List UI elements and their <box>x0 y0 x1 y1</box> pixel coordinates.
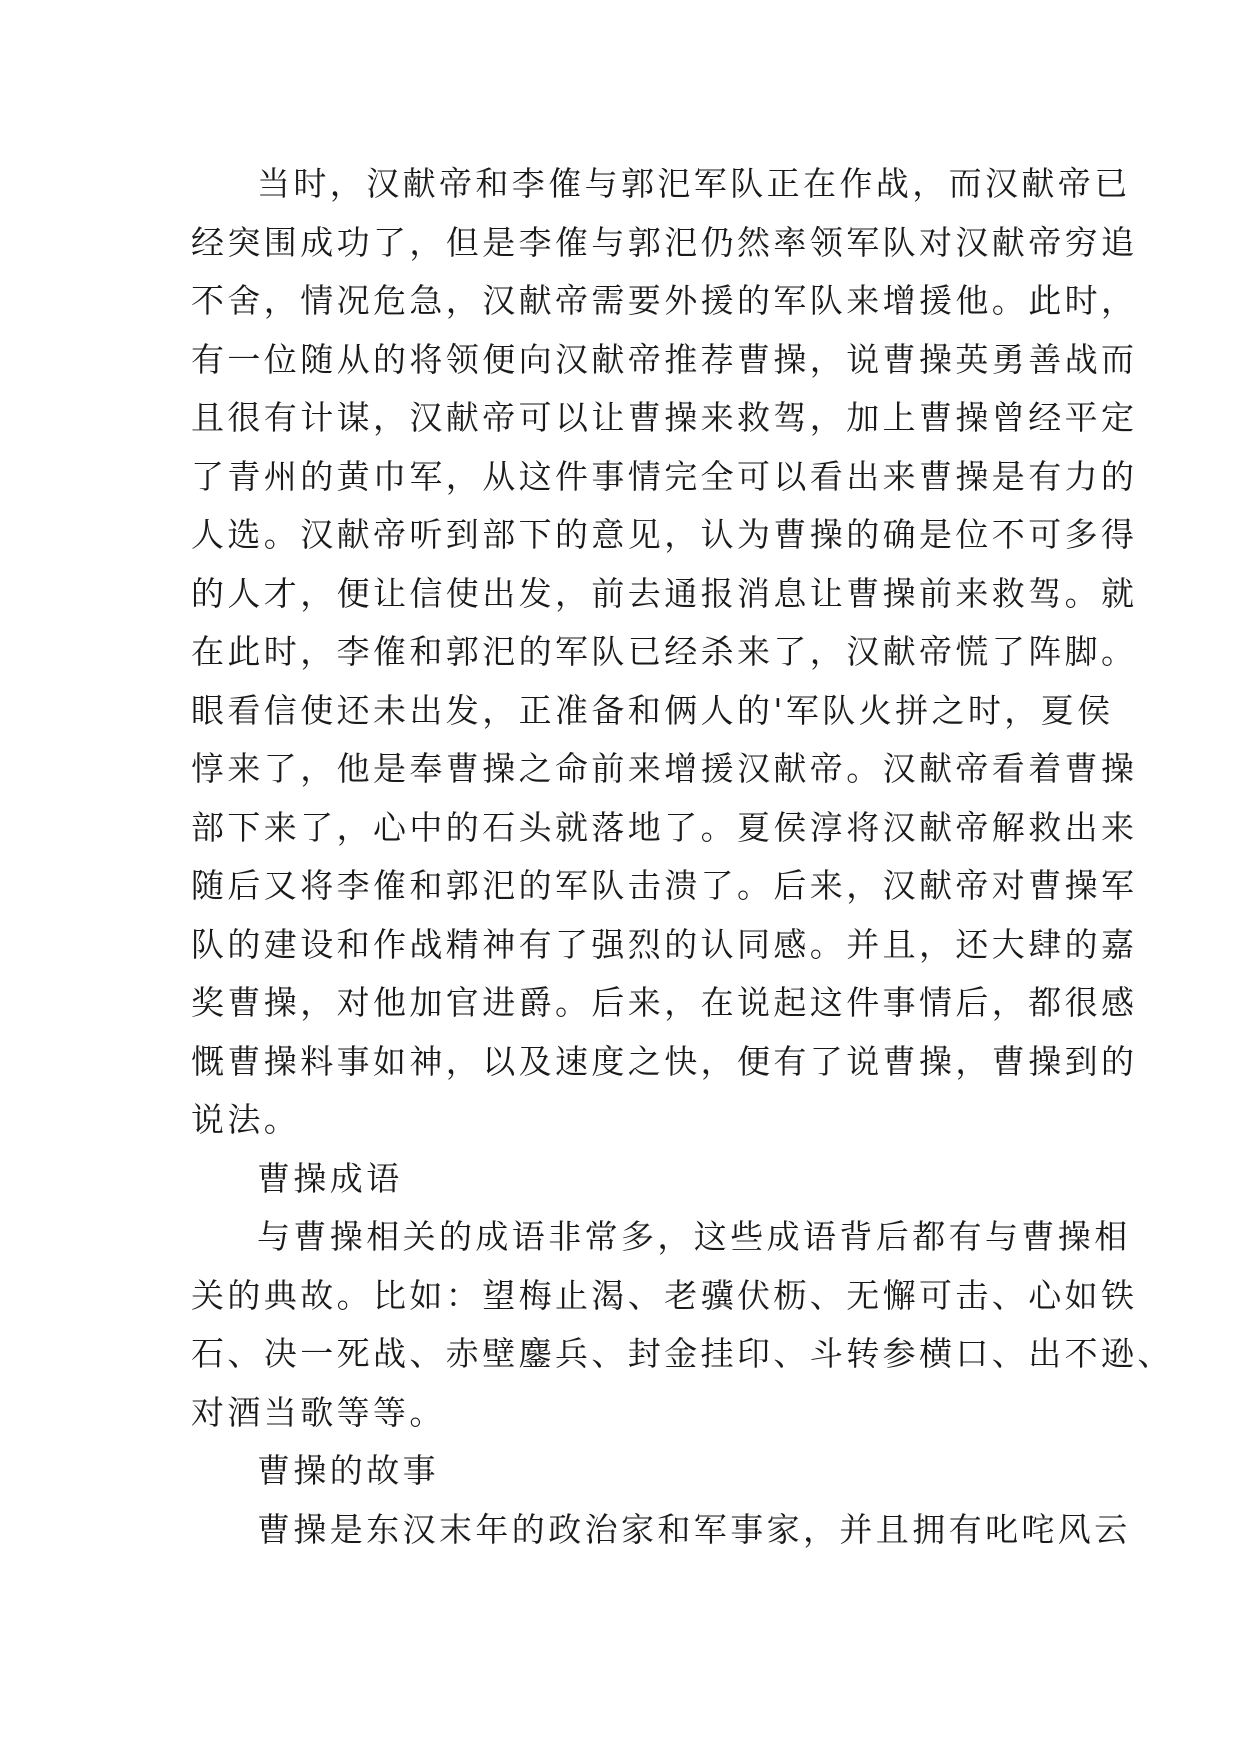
paragraph-line: 随后又将李傕和郭汜的军队击溃了。后来，汉献帝对曹操军 <box>191 866 1138 905</box>
paragraph-line: 且很有计谋，汉献帝可以让曹操来救驾，加上曹操曾经平定 <box>191 398 1138 437</box>
paragraph-line: 的人才，便让信使出发，前去通报消息让曹操前来救驾。就 <box>191 573 1138 613</box>
paragraph-line: 眼看信使还未出发，正准备和俩人的'军队火拼之时，夏侯 <box>191 690 1114 730</box>
paragraph-line: 与曹操相关的成语非常多，这些成语背后都有与曹操相 <box>257 1217 1131 1256</box>
paragraph-line: 当时，汉献帝和李傕与郭汜军队正在作战，而汉献帝已 <box>257 164 1131 203</box>
paragraph-line: 关的典故。比如：望梅止渴、老骥伏枥、无懈可击、心如铁 <box>191 1275 1138 1315</box>
paragraph-line: 部下来了，心中的石头就落地了。夏侯淳将汉献帝解救出来 <box>191 807 1138 847</box>
paragraph-line: 队的建设和作战精神有了强烈的认同感。并且，还大肆的嘉 <box>191 924 1138 964</box>
paragraph-line: 惇来了，他是奉曹操之命前来增援汉献帝。汉献帝看着曹操 <box>191 749 1138 788</box>
paragraph-line: 在此时，李傕和郭汜的军队已经杀来了，汉献帝慌了阵脚。 <box>191 632 1138 671</box>
paragraph-line: 石、决一死战、赤壁鏖兵、封金挂印、斗转参横口、出不逊、 <box>191 1334 1174 1373</box>
document-body <box>191 155 1174 1559</box>
section-heading: 曹操成语 <box>257 1158 403 1198</box>
paragraph-line: 说法。 <box>191 1100 301 1139</box>
paragraph-line: 不舍，情况危急，汉献帝需要外援的军队来增援他。此时， <box>191 281 1138 320</box>
paragraph-line: 经突围成功了，但是李傕与郭汜仍然率领军队对汉献帝穷追 <box>191 222 1138 262</box>
section-heading: 曹操的故事 <box>257 1451 439 1490</box>
paragraph-line: 慨曹操料事如神，以及速度之快，便有了说曹操，曹操到的 <box>191 1041 1138 1081</box>
paragraph-line: 了青州的黄巾军，从这件事情完全可以看出来曹操是有力的 <box>191 456 1138 496</box>
paragraph-line: 奖曹操，对他加官进爵。后来，在说起这件事情后，都很感 <box>191 983 1138 1022</box>
paragraph-line: 曹操是东汉末年的政治家和军事家，并且拥有叱咤风云 <box>257 1509 1131 1549</box>
paragraph-line: 有一位随从的将领便向汉献帝推荐曹操，说曹操英勇善战而 <box>191 339 1138 379</box>
paragraph-line: 人选。汉献帝听到部下的意见，认为曹操的确是位不可多得 <box>191 515 1138 554</box>
paragraph-line: 对酒当歌等等。 <box>191 1392 446 1432</box>
